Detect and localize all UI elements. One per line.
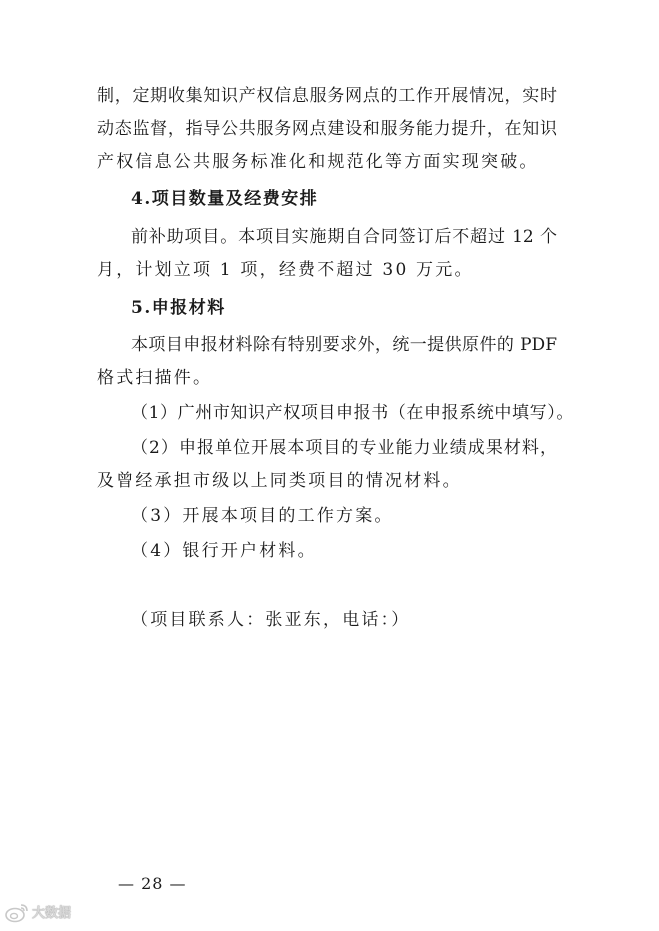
paragraph-line: 本项目申报材料除有特别要求外，统一提供原件的 PDF — [131, 335, 557, 355]
watermark-text: 大数据 — [32, 906, 72, 921]
contact-line: （项目联系人：张亚东，电话：） — [131, 610, 411, 630]
paragraph-line: 动态监督，指导公共服务网点建设和服务能力提升，在知识 — [97, 119, 557, 139]
list-item-1: （1）广州市知识产权项目申报书（在申报系统中填写）。 — [131, 403, 574, 423]
page-number: — 28 — — [118, 874, 187, 893]
watermark — [4, 902, 94, 926]
list-item-2-continuation: 及曾经承担市级以上同类项目的情况材料。 — [97, 471, 462, 491]
list-item-4: （4）银行开户材料。 — [131, 541, 317, 561]
paragraph-line: 前补助项目。本项目实施期自合同签订后不超过 12 个 — [131, 227, 557, 247]
list-item-2: （2）申报单位开展本项目的专业能力业绩成果材料， — [131, 438, 557, 458]
paragraph-line: 产权信息公共服务标准化和规范化等方面实现突破。 — [97, 152, 539, 172]
list-item-3: （3）开展本项目的工作方案。 — [131, 506, 394, 526]
section-heading-4: 4.项目数量及经费安排 — [131, 189, 319, 209]
paragraph-line: 月，计划立项 1 项，经费不超过 30 万元。 — [97, 260, 474, 280]
weibo-logo-icon — [4, 902, 30, 924]
section-heading-5: 5.申报材料 — [131, 298, 226, 318]
paragraph-line: 制，定期收集知识产权信息服务网点的工作开展情况，实时 — [97, 86, 557, 106]
paragraph-line: 格式扫描件。 — [97, 368, 213, 388]
